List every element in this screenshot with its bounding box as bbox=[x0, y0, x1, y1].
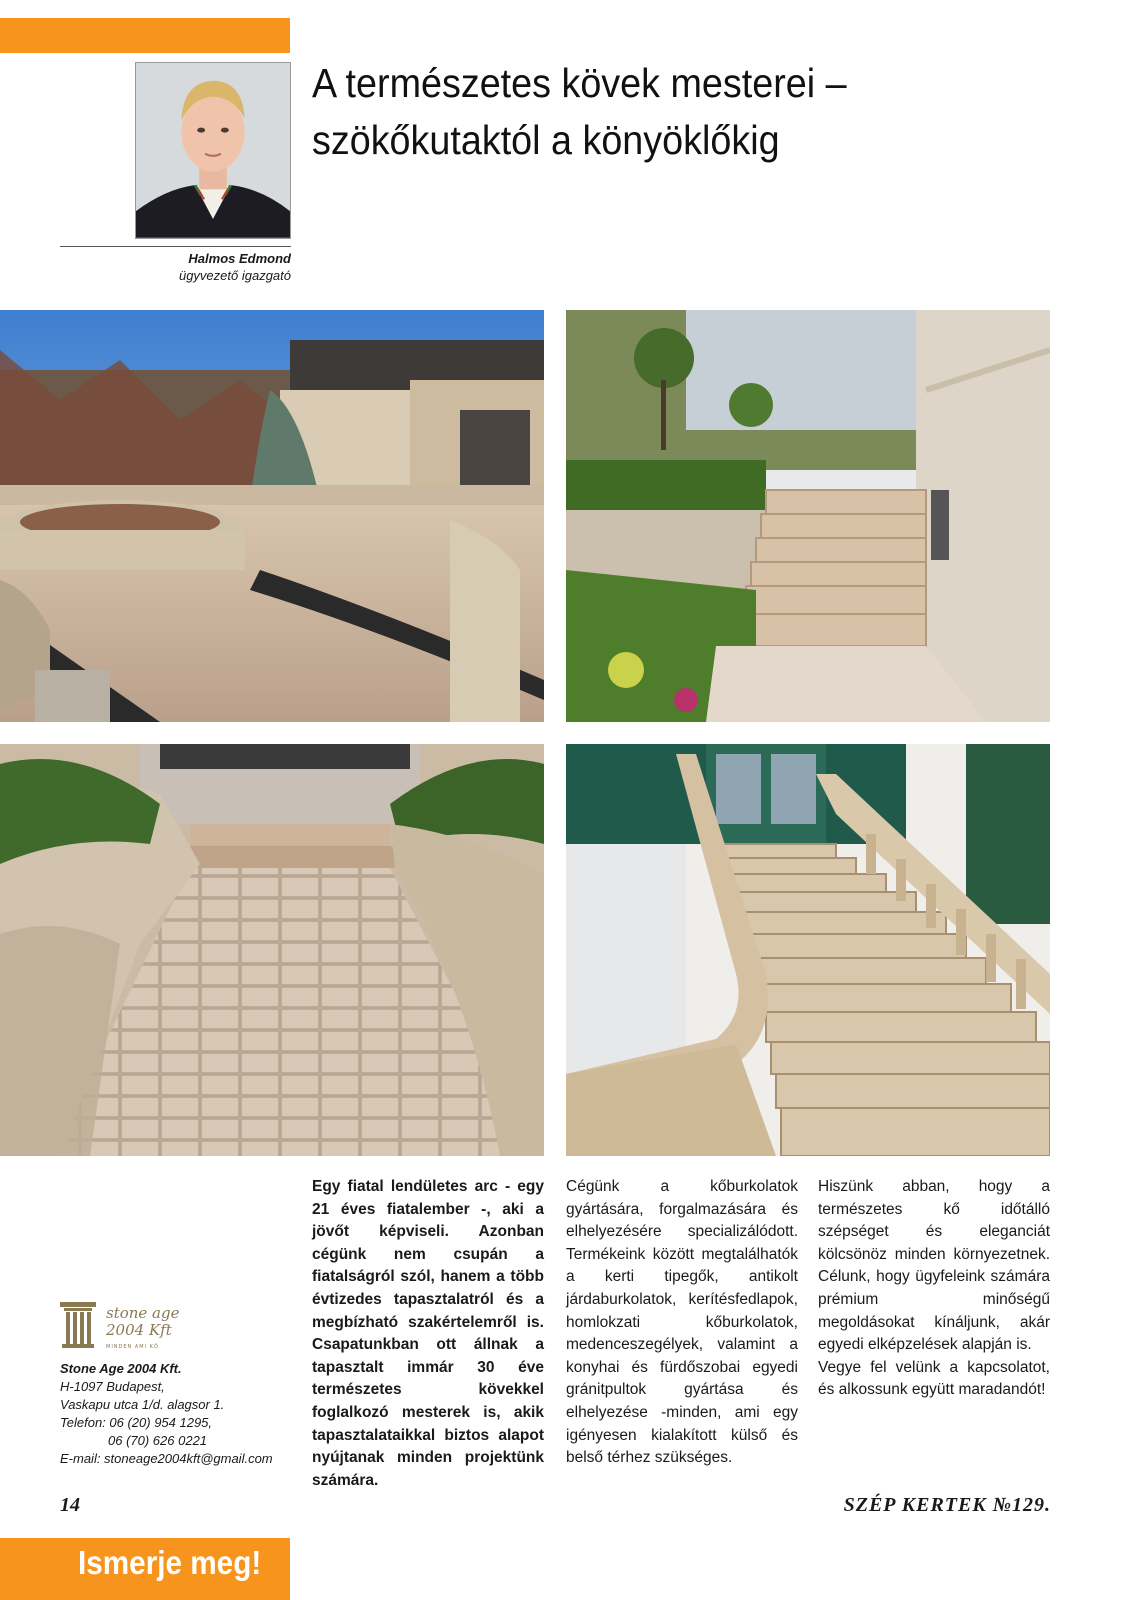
section-label: Ismerje meg! bbox=[78, 1544, 262, 1581]
author-portrait-photo bbox=[135, 62, 291, 239]
title-line-1: A természetes kövek mesterei – bbox=[312, 60, 847, 106]
company-phone-1: Telefon: 06 (20) 954 1295, bbox=[60, 1415, 213, 1430]
garden-stairs-photo bbox=[566, 310, 1050, 722]
title-line-2: szökőkutaktól a könyöklőkig bbox=[312, 117, 780, 163]
article-column-3-paragraph-1: Hiszünk abban, hogy a természetes kő időtálló szépséget és eleganciát kölcsönöz minden környezetnek. Célunk, hogy ügyfeleink számára prémium minőségű megoldásokat kínáljunk, akár egyedi elképzelések alapján is. bbox=[818, 1178, 1050, 1354]
staircase-balustrade-photo bbox=[566, 744, 1050, 1156]
magazine-issue: SZÉP KERTEK №129. bbox=[843, 1494, 1051, 1516]
top-accent-bar bbox=[0, 18, 290, 53]
company-email: E-mail: stoneage2004kft@gmail.com bbox=[60, 1451, 273, 1466]
article-column-3-paragraph-2: Vegye fel velünk a kapcsolatot, és alkossunk együtt maradandót! bbox=[818, 1358, 1050, 1399]
company-phone-2: 06 (70) 626 0221 bbox=[108, 1433, 208, 1448]
logo-text-line1: stone age bbox=[106, 1304, 180, 1322]
article-column-2: Cégünk a kőburkolatok gyártására, forgalmazására és elhelyezésére specializálódott. Termékeink között megtalálhatók a kerti tipegők, antikolt járdaburkolatok, kerítésfedlapok, homlokzati kőburkolatok, medenceszegélyek, valamint a konyhai és fürdőszobai egyedi gránitpultok gyártása és elhelyezése -minden, ami egy igényesen kialakított külső és belső térhez szükséges. bbox=[566, 1178, 798, 1467]
courtyard-fountain-photo bbox=[0, 310, 544, 722]
author-role: ügyvezető igazgató bbox=[178, 268, 291, 283]
logo-text-line2: 2004 Kft bbox=[106, 1321, 172, 1339]
author-name: Halmos Edmond bbox=[188, 251, 291, 266]
stone-age-logo bbox=[58, 1298, 193, 1352]
article-column-3 bbox=[818, 1176, 1050, 1402]
author-divider bbox=[60, 246, 291, 247]
paved-path-photo bbox=[0, 744, 544, 1156]
company-contact-block bbox=[60, 1360, 300, 1468]
author-caption bbox=[60, 250, 291, 284]
page-number: 14 bbox=[60, 1494, 80, 1516]
company-street: Vaskapu utca 1/d. alagsor 1. bbox=[60, 1397, 225, 1412]
article-column-1: Egy fiatal lendületes arc - egy 21 éves fiatalember -, aki a jövőt képviseli. Azonban cégünk nem csupán a fiatalságról szól, hanem a több évtizedes tapasztalatról és a megbízható szakértelemről is. Csapatunkban ott állnak a tapasztalt immár 30 éve természetes kövekkel foglalkozó mesterek is, akik tapasztalataikkal biztos alapot nyújtanak minden projektünk számára. bbox=[312, 1178, 544, 1489]
page-title bbox=[312, 55, 1048, 169]
company-city: H-1097 Budapest, bbox=[60, 1379, 165, 1394]
logo-tagline: MINDEN AMI KŐ bbox=[106, 1344, 159, 1350]
company-name: Stone Age 2004 Kft. bbox=[60, 1361, 182, 1376]
